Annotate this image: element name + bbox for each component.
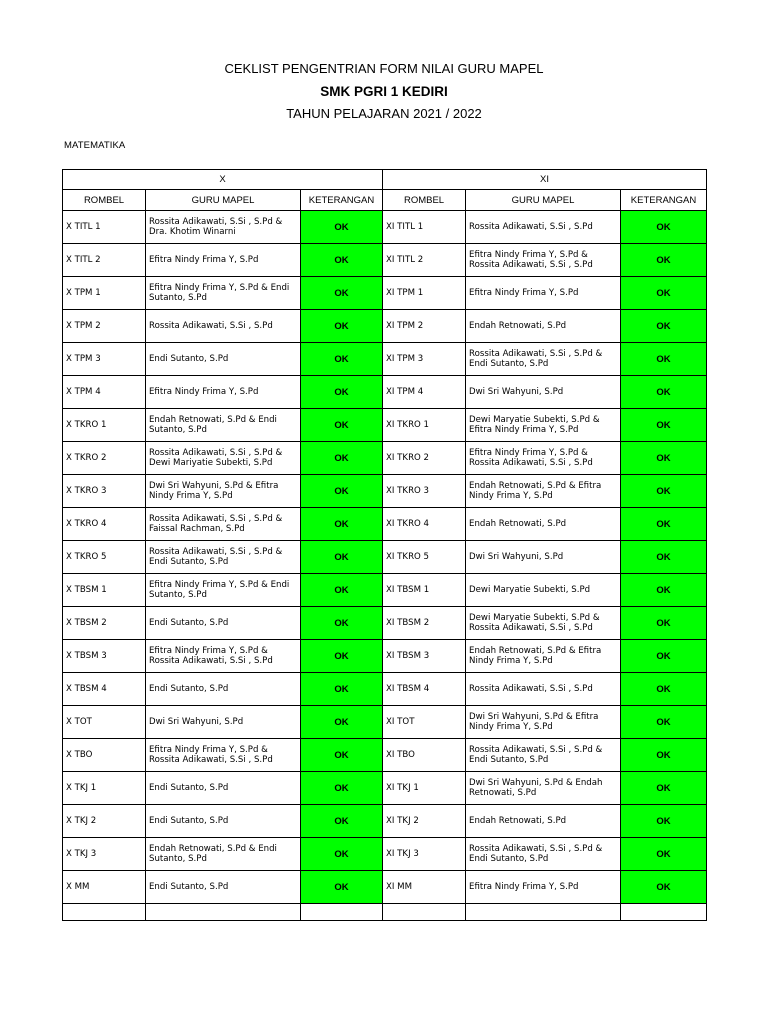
table-row [63,706,707,739]
table-row [63,310,707,343]
guru-xi-cell: Efitra Nindy Frima Y, S.Pd & Rossita Adikawati, S.Si , S.Pd [466,442,621,475]
table-row [63,739,707,772]
empty-cell [466,904,621,921]
guru-xi-cell: Endah Retnowati, S.Pd [466,508,621,541]
keterangan-x-cell: OK [301,772,383,805]
keterangan-xi-cell: OK [621,607,707,640]
keterangan-xi-cell: OK [621,508,707,541]
guru-xi-cell: Dwi Sri Wahyuni, S.Pd [466,376,621,409]
keterangan-xi-cell: OK [621,409,707,442]
guru-xi-cell: Dewi Maryatie Subekti, S.Pd & Rossita Adikawati, S.Si , S.Pd [466,607,621,640]
rombel-x-cell: X TKRO 3 [63,475,146,508]
guru-xi-cell: Rossita Adikawati, S.Si , S.Pd [466,211,621,244]
empty-cell [146,904,301,921]
guru-xi-cell: Dwi Sri Wahyuni, S.Pd [466,541,621,574]
group-header-row [63,170,707,190]
table-row [63,442,707,475]
guru-x-cell: Endi Sutanto, S.Pd [146,871,301,904]
keterangan-x-cell: OK [301,409,383,442]
table-row [63,838,707,871]
rombel-xi-cell: XI TPM 2 [383,310,466,343]
rombel-x-cell: X TKRO 4 [63,508,146,541]
col-header-rombel: ROMBEL [383,190,466,211]
guru-xi-cell: Dwi Sri Wahyuni, S.Pd & Efitra Nindy Frima Y, S.Pd [466,706,621,739]
empty-cell [301,904,383,921]
rombel-x-cell: X TBSM 3 [63,640,146,673]
empty-row [63,904,707,921]
keterangan-x-cell: OK [301,244,383,277]
keterangan-xi-cell: OK [621,772,707,805]
guru-x-cell: Rossita Adikawati, S.Si , S.Pd [146,310,301,343]
rombel-xi-cell: XI TKJ 2 [383,805,466,838]
rombel-x-cell: X TBO [63,739,146,772]
table-body [63,211,707,921]
keterangan-x-cell: OK [301,805,383,838]
guru-x-cell: Endi Sutanto, S.Pd [146,805,301,838]
rombel-xi-cell: XI TKRO 5 [383,541,466,574]
guru-x-cell: Rossita Adikawati, S.Si , S.Pd & Dra. Khotim Winarni [146,211,301,244]
keterangan-xi-cell: OK [621,838,707,871]
table-row [63,475,707,508]
academic-year: TAHUN PELAJARAN 2021 / 2022 [286,106,482,121]
col-header-keterangan: KETERANGAN [621,190,707,211]
guru-xi-cell: Efitra Nindy Frima Y, S.Pd [466,277,621,310]
table-row [63,508,707,541]
keterangan-xi-cell: OK [621,871,707,904]
keterangan-x-cell: OK [301,640,383,673]
column-header-row [63,190,707,211]
keterangan-xi-cell: OK [621,541,707,574]
rombel-xi-cell: XI TITL 2 [383,244,466,277]
rombel-x-cell: X TKJ 2 [63,805,146,838]
checklist-table [62,169,707,921]
keterangan-x-cell: OK [301,871,383,904]
keterangan-xi-cell: OK [621,277,707,310]
guru-x-cell: Rossita Adikawati, S.Si , S.Pd & Dewi Mariyatie Subekti, S.Pd [146,442,301,475]
guru-x-cell: Efitra Nindy Frima Y, S.Pd & Endi Sutanto, S.Pd [146,574,301,607]
keterangan-xi-cell: OK [621,244,707,277]
rombel-x-cell: X TKJ 3 [63,838,146,871]
guru-x-cell: Endi Sutanto, S.Pd [146,607,301,640]
keterangan-xi-cell: OK [621,673,707,706]
table-row [63,640,707,673]
empty-cell [63,904,146,921]
rombel-xi-cell: XI TOT [383,706,466,739]
rombel-x-cell: X TBSM 1 [63,574,146,607]
rombel-xi-cell: XI TBO [383,739,466,772]
keterangan-x-cell: OK [301,607,383,640]
rombel-x-cell: X TITL 1 [63,211,146,244]
guru-x-cell: Rossita Adikawati, S.Si , S.Pd & Faissal Rachman, S.Pd [146,508,301,541]
keterangan-x-cell: OK [301,442,383,475]
guru-x-cell: Efitra Nindy Frima Y, S.Pd & Endi Sutanto, S.Pd [146,277,301,310]
keterangan-x-cell: OK [301,508,383,541]
guru-xi-cell: Endah Retnowati, S.Pd & Efitra Nindy Frima Y, S.Pd [466,640,621,673]
keterangan-xi-cell: OK [621,805,707,838]
keterangan-xi-cell: OK [621,376,707,409]
keterangan-x-cell: OK [301,343,383,376]
rombel-x-cell: X TOT [63,706,146,739]
keterangan-x-cell: OK [301,376,383,409]
guru-x-cell: Endi Sutanto, S.Pd [146,772,301,805]
rombel-xi-cell: XI TKJ 1 [383,772,466,805]
guru-xi-cell: Rossita Adikawati, S.Si , S.Pd & Endi Sutanto, S.Pd [466,739,621,772]
keterangan-x-cell: OK [301,310,383,343]
keterangan-xi-cell: OK [621,640,707,673]
table-row [63,871,707,904]
guru-xi-cell: Dewi Maryatie Subekti, S.Pd & Efitra Nindy Frima Y, S.Pd [466,409,621,442]
guru-xi-cell: Efitra Nindy Frima Y, S.Pd [466,871,621,904]
rombel-x-cell: X TKRO 5 [63,541,146,574]
guru-xi-cell: Dewi Maryatie Subekti, S.Pd [466,574,621,607]
table-row [63,574,707,607]
guru-xi-cell: Dwi Sri Wahyuni, S.Pd & Endah Retnowati, S.Pd [466,772,621,805]
table-row [63,409,707,442]
keterangan-x-cell: OK [301,475,383,508]
guru-xi-cell: Endah Retnowati, S.Pd & Efitra Nindy Frima Y, S.Pd [466,475,621,508]
table-row [63,541,707,574]
guru-xi-cell: Efitra Nindy Frima Y, S.Pd & Rossita Adikawati, S.Si , S.Pd [466,244,621,277]
rombel-xi-cell: XI TKRO 1 [383,409,466,442]
keterangan-x-cell: OK [301,739,383,772]
keterangan-xi-cell: OK [621,442,707,475]
guru-x-cell: Efitra Nindy Frima Y, S.Pd & Rossita Adikawati, S.Si , S.Pd [146,739,301,772]
rombel-x-cell: X TKRO 1 [63,409,146,442]
guru-x-cell: Endi Sutanto, S.Pd [146,343,301,376]
rombel-x-cell: X MM [63,871,146,904]
subject-label: MATEMATIKA [64,140,126,151]
rombel-x-cell: X TITL 2 [63,244,146,277]
guru-xi-cell: Endah Retnowati, S.Pd [466,805,621,838]
guru-xi-cell: Rossita Adikawati, S.Si , S.Pd & Endi Sutanto, S.Pd [466,343,621,376]
keterangan-xi-cell: OK [621,343,707,376]
keterangan-xi-cell: OK [621,706,707,739]
group-header-xi: XI [383,170,707,190]
guru-xi-cell: Rossita Adikawati, S.Si , S.Pd & Endi Sutanto, S.Pd [466,838,621,871]
keterangan-xi-cell: OK [621,475,707,508]
keterangan-x-cell: OK [301,541,383,574]
rombel-xi-cell: XI TPM 3 [383,343,466,376]
table-row [63,277,707,310]
table-row [63,673,707,706]
table-row [63,805,707,838]
rombel-xi-cell: XI TBSM 4 [383,673,466,706]
document-title: CEKLIST PENGENTRIAN FORM NILAI GURU MAPEL [224,61,544,76]
keterangan-xi-cell: OK [621,310,707,343]
keterangan-x-cell: OK [301,574,383,607]
keterangan-xi-cell: OK [621,739,707,772]
empty-cell [621,904,707,921]
rombel-x-cell: X TBSM 4 [63,673,146,706]
table-row [63,343,707,376]
rombel-x-cell: X TPM 2 [63,310,146,343]
guru-xi-cell: Endah Retnowati, S.Pd [466,310,621,343]
rombel-xi-cell: XI TPM 1 [383,277,466,310]
keterangan-x-cell: OK [301,211,383,244]
table-row [63,607,707,640]
guru-x-cell: Dwi Sri Wahyuni, S.Pd [146,706,301,739]
guru-x-cell: Endah Retnowati, S.Pd & Endi Sutanto, S.Pd [146,409,301,442]
col-header-keterangan: KETERANGAN [301,190,383,211]
rombel-x-cell: X TPM 1 [63,277,146,310]
table-row [63,376,707,409]
guru-x-cell: Endah Retnowati, S.Pd & Endi Sutanto, S.Pd [146,838,301,871]
rombel-x-cell: X TBSM 2 [63,607,146,640]
rombel-x-cell: X TPM 3 [63,343,146,376]
rombel-xi-cell: XI TKRO 4 [383,508,466,541]
rombel-xi-cell: XI MM [383,871,466,904]
guru-x-cell: Rossita Adikawati, S.Si , S.Pd & Endi Sutanto, S.Pd [146,541,301,574]
guru-x-cell: Dwi Sri Wahyuni, S.Pd & Efitra Nindy Frima Y, S.Pd [146,475,301,508]
guru-x-cell: Efitra Nindy Frima Y, S.Pd [146,376,301,409]
empty-cell [383,904,466,921]
rombel-xi-cell: XI TPM 4 [383,376,466,409]
rombel-x-cell: X TPM 4 [63,376,146,409]
keterangan-x-cell: OK [301,706,383,739]
keterangan-x-cell: OK [301,838,383,871]
group-header-x: X [63,170,383,190]
guru-x-cell: Endi Sutanto, S.Pd [146,673,301,706]
table-row [63,211,707,244]
rombel-xi-cell: XI TBSM 2 [383,607,466,640]
school-name: SMK PGRI 1 KEDIRI [320,84,448,99]
rombel-xi-cell: XI TITL 1 [383,211,466,244]
rombel-xi-cell: XI TKRO 3 [383,475,466,508]
rombel-x-cell: X TKRO 2 [63,442,146,475]
rombel-xi-cell: XI TKJ 3 [383,838,466,871]
keterangan-x-cell: OK [301,673,383,706]
keterangan-xi-cell: OK [621,574,707,607]
rombel-xi-cell: XI TKRO 2 [383,442,466,475]
rombel-x-cell: X TKJ 1 [63,772,146,805]
guru-x-cell: Efitra Nindy Frima Y, S.Pd [146,244,301,277]
col-header-guru: GURU MAPEL [146,190,301,211]
rombel-xi-cell: XI TBSM 1 [383,574,466,607]
col-header-rombel: ROMBEL [63,190,146,211]
guru-x-cell: Efitra Nindy Frima Y, S.Pd & Rossita Adikawati, S.Si , S.Pd [146,640,301,673]
guru-xi-cell: Rossita Adikawati, S.Si , S.Pd [466,673,621,706]
table-row [63,772,707,805]
col-header-guru: GURU MAPEL [466,190,621,211]
rombel-xi-cell: XI TBSM 3 [383,640,466,673]
keterangan-xi-cell: OK [621,211,707,244]
table-row [63,244,707,277]
keterangan-x-cell: OK [301,277,383,310]
